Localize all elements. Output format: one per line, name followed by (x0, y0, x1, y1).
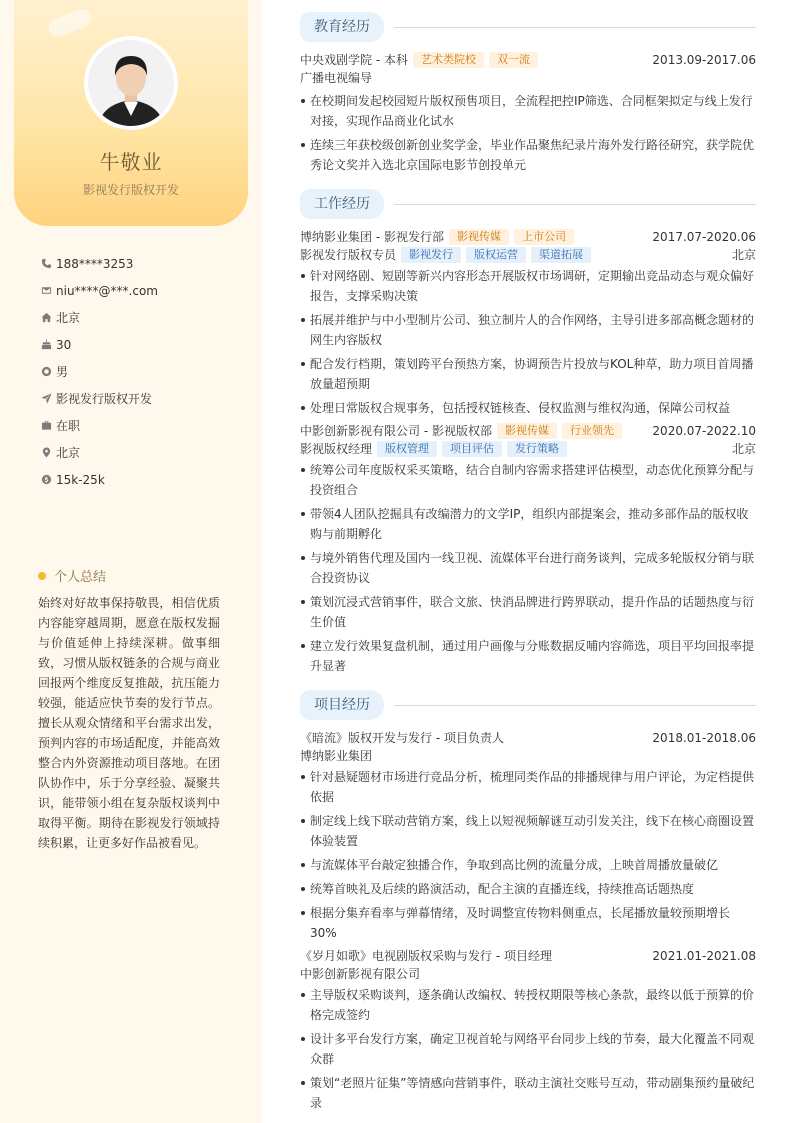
projects-section (300, 689, 756, 1113)
contact-text: 男 (56, 365, 69, 379)
job-position: 影视版权经理 (300, 442, 373, 456)
job-city: 北京 (731, 248, 756, 262)
list-item: 配合发行档期，策划跨平台预热方案，协调预告片投放与KOL种草，助力项目首周播放量超预期 (300, 354, 756, 394)
job-bullets (300, 460, 756, 676)
send-icon (36, 393, 56, 404)
list-item: 与境外销售代理及国内一线卫视、流媒体平台进行商务谈判，完成多轮版权分销与联合投资协议 (300, 548, 756, 588)
education-date: 2013.09-2017.06 (652, 53, 756, 67)
skill-tag: 渠道拓展 (531, 247, 591, 263)
skill-tag: 发行策略 (507, 441, 567, 457)
contact-gender (36, 358, 236, 385)
job-header (300, 422, 756, 440)
section-divider (394, 705, 756, 706)
section-title: 教育经历 (300, 12, 384, 42)
project-org: 中影创新影视有限公司 (300, 967, 421, 981)
home-icon (36, 312, 56, 323)
skill-tag: 版权运营 (466, 247, 526, 263)
main-content (300, 11, 756, 1117)
list-item: 统筹公司年度版权采买策略，结合自制内容需求搭建评估模型，动态优化预算分配与投资组合 (300, 460, 756, 500)
contact-text: 影视发行版权开发 (56, 392, 153, 406)
list-item: 拓展并维护与中小型制片公司、独立制片人的合作网络，主导引进多部高概念题材的网生内容版权 (300, 310, 756, 350)
money-icon (36, 474, 56, 485)
school-tag: 双一流 (489, 52, 538, 68)
company-name: 博纳影业集团 - 影视发行部 (300, 230, 444, 244)
list-item: 在校期间发起校园短片版权预售项目，全流程把控IP筛选、合同框架拟定与线上发行对接，实现作品商业化试水 (300, 91, 756, 131)
decorative-pill (46, 6, 94, 39)
sidebar (0, 0, 262, 1123)
cake-icon (36, 339, 56, 350)
contact-text: 188****3253 (56, 256, 134, 271)
section-title: 工作经历 (300, 189, 384, 219)
contact-text: 30 (56, 337, 72, 352)
skill-tag: 项目评估 (442, 441, 502, 457)
candidate-name: 牛敬业 (99, 150, 163, 174)
list-item: 制定线上线下联动营销方案，线上以短视频解谜互动引发关注，线下在核心商圈设置体验装置 (300, 811, 756, 851)
company-tag: 行业领先 (562, 423, 622, 439)
section-heading (300, 689, 756, 721)
contact-phone (36, 250, 236, 277)
section-heading (300, 11, 756, 43)
job-header (300, 228, 756, 246)
school-tag: 艺术类院校 (413, 52, 484, 68)
project-date: 2018.01-2018.06 (652, 731, 756, 745)
contact-location (36, 439, 236, 466)
education-bullets (300, 91, 756, 175)
job-date: 2020.07-2022.10 (652, 424, 756, 438)
job-entry (300, 422, 756, 676)
project-header (300, 947, 756, 965)
contact-age (36, 331, 236, 358)
briefcase-icon (36, 420, 56, 431)
education-header (300, 51, 756, 69)
summary-heading (38, 566, 106, 585)
mail-icon (36, 285, 56, 296)
job-entry (300, 228, 756, 418)
company-tag: 上市公司 (514, 229, 574, 245)
section-title: 项目经历 (300, 690, 384, 720)
list-item: 连续三年获校级创新创业奖学金，毕业作品聚焦纪录片海外发行路径研究，获学院优秀论文奖并入选北京国际电影节创投单元 (300, 135, 756, 175)
company-name: 中影创新影视有限公司 - 影视版权部 (300, 424, 492, 438)
project-bullets (300, 767, 756, 943)
contact-text: 北京 (56, 446, 81, 460)
school-name: 中央戏剧学院 - 本科 (300, 53, 408, 67)
list-item: 根据分集弃看率与弹幕情绪，及时调整宣传物料侧重点，长尾播放量较预期增长30% (300, 903, 756, 943)
list-item: 设计多平台发行方案，确定卫视首轮与网络平台同步上线的节奏，最大化覆盖不同观众群 (300, 1029, 756, 1069)
project-date: 2021.01-2021.08 (652, 949, 756, 963)
project-entry (300, 729, 756, 943)
project-header (300, 729, 756, 747)
job-bullets (300, 266, 756, 418)
list-item: 与流媒体平台敲定独播合作，争取到高比例的流量分成，上映首周播放量破亿 (300, 855, 756, 875)
list-item: 带领4人团队挖掘具有改编潜力的文学IP，组织内部提案会，推动多部作品的版权收购与前期孵化 (300, 504, 756, 544)
skill-tag: 版权管理 (377, 441, 437, 457)
list-item: 建立发行效果复盘机制，通过用户画像与分账数据反哺内容筛选，项目平均回报率提升显著 (300, 636, 756, 676)
section-heading (300, 188, 756, 220)
avatar-photo (88, 40, 174, 126)
project-entry (300, 947, 756, 1113)
section-divider (394, 27, 756, 28)
list-item: 主导版权采购谈判，逐条确认改编权、转授权期限等核心条款，最终以低于预算的价格完成签约 (300, 985, 756, 1025)
phone-icon (36, 258, 56, 269)
company-tag: 影视传媒 (497, 423, 557, 439)
project-bullets (300, 985, 756, 1113)
summary-text: 始终对好故事保持敬畏，相信优质内容能穿越周期，愿意在版权发掘与价值延伸上持续深耕。做事细致，习惯从版权链条的合规与商业回报两个维度反复推敲，抗压能力较强，能适应快节奏的发行节点。擅长从观众情绪和平台需求出发，预判内容的市场适配度，并能高效整合内外资源推动项目落地。在团队协作中，乐于分享经验、凝聚共识，能带领小组在复杂版权谈判中取得平衡。期待在影视发行领域持续积累，让更多好作品被看见。 (38, 596, 220, 850)
major: 广播电视编导 (300, 71, 373, 85)
contact-status (36, 412, 236, 439)
skill-tag: 影视发行 (401, 247, 461, 263)
avatar (84, 36, 178, 130)
contact-list (36, 250, 236, 493)
job-position-row (300, 246, 756, 264)
candidate-role: 影视发行版权开发 (82, 183, 179, 197)
summary-dot-icon (38, 572, 46, 580)
job-date: 2017.07-2020.06 (652, 230, 756, 244)
contact-text: 在职 (56, 419, 81, 433)
job-position: 影视发行版权专员 (300, 248, 397, 262)
company-tag: 影视传媒 (449, 229, 509, 245)
project-name: 《暗流》版权开发与发行 - 项目负责人 (300, 731, 504, 745)
summary-title: 个人总结 (54, 570, 107, 585)
list-item: 针对悬疑题材市场进行竞品分析，梳理同类作品的排播规律与用户评论，为定档提供依据 (300, 767, 756, 807)
location-icon (36, 447, 56, 458)
contact-home (36, 304, 236, 331)
contact-intention (36, 385, 236, 412)
contact-text: niu****@***.com (56, 283, 158, 298)
contact-email (36, 277, 236, 304)
list-item: 处理日常版权合规事务，包括授权链核查、侵权监测与维权沟通，保障公司权益 (300, 398, 756, 418)
gender-icon (36, 366, 56, 377)
contact-salary (36, 466, 236, 493)
job-position-row (300, 440, 756, 458)
contact-text: 15k-25k (56, 472, 105, 487)
list-item: 策划沉浸式营销事件，联合文旅、快消品牌进行跨界联动，提升作品的话题热度与衍生价值 (300, 592, 756, 632)
list-item: 统筹首映礼及后续的路演活动，配合主演的直播连线，持续推高话题热度 (300, 879, 756, 899)
project-name: 《岁月如歌》电视剧版权采购与发行 - 项目经理 (300, 949, 552, 963)
work-section (300, 188, 756, 689)
education-section (300, 11, 756, 188)
contact-text: 北京 (56, 311, 81, 325)
section-divider (394, 204, 756, 205)
list-item: 策划“老照片征集”等情感向营销事件，联动主演社交账号互动，带动剧集预约量破纪录 (300, 1073, 756, 1113)
list-item: 针对网络剧、短剧等新兴内容形态开展版权市场调研，定期输出竞品动态与观众偏好报告，支撑采购决策 (300, 266, 756, 306)
project-org: 博纳影业集团 (300, 749, 373, 763)
job-city: 北京 (731, 442, 756, 456)
